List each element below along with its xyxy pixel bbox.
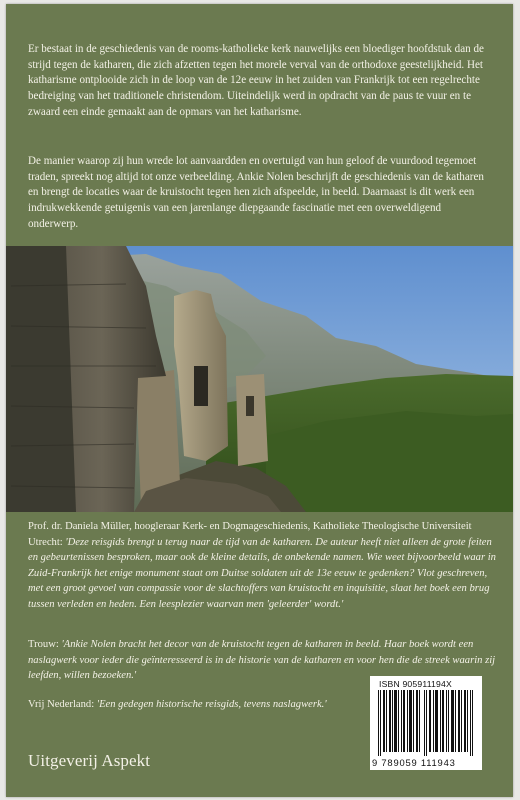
review-mueller <box>28 519 498 613</box>
publisher-name: Uitgeverij Aspekt <box>28 751 151 770</box>
blurb-text-2: De manier waarop zij hun wrede lot aanvaardden en overtuigd van hun geloof de vuurdood tegemoet traden, spreekt nog altijd tot onze verbeelding. Ankie Nolen beschrijft de geschiedenis van de katharen en brengt de locaties waar de kruistocht tegen hen zich afspeelde, in beeld. Daarnaast is dit werk een indrukwekkende getuigenis van een jarenlange diepgaande fascinatie met een overweldigend onderwerp. <box>28 155 484 230</box>
review-source-3: Vrij Nederland <box>28 699 92 710</box>
barcode-icon <box>378 690 474 756</box>
castle-ruin-photo <box>6 246 513 512</box>
blurb-paragraph-1 <box>28 42 494 121</box>
review-quote-3: 'Een gedegen historische reisgids, tevens naslagwerk.' <box>96 699 327 710</box>
review-quote-1: 'Deze reisgids brengt u terug naar de tijd van de katharen. De auteur heeft niet alleen de grote feiten en gebeurtenissen besproken, maar ook de kleine details, de onbekende namen. Wie weet bijvoorbeeld waar in Zuid-Frankrijk het enige monument staat om Duitse soldaten uit de 13e eeuw te gedenken? Vlot geschreven, met een groot gevoel van compassie voor de slachtoffers van kruistocht en inquisitie, slaat het boek een brug tussen verleden en heden. Een leesplezier waarvan men 'geleerder' wordt.' <box>28 536 496 610</box>
review-vrij-nederland <box>28 697 358 713</box>
review-paragraph-1: Prof. dr. Daniela Müller, hoogleraar Kerk- en Dogmageschiedenis, Katholieke Theologische Universiteit Utrecht: 'Deze reisgids brengt u terug naar de tijd van de katharen. De auteur heeft niet alleen de grote feiten en gebeurtenissen besproken, maar ook de kleine details, de onbekende namen. Wie weet bijvoorbeeld waar in Zuid-Frankrijk het enige monument staat om Duitse soldaten uit de 13e eeuw te gedenken? Vlot geschreven, met een groot gevoel van compassie voor de slachtoffers van kruistocht en inquisitie, slaat het boek een brug tussen verleden en heden. Een leesplezier waarvan men 'geleerder' wordt.' <box>28 521 496 610</box>
review-quote-2: 'Ankie Nolen bracht het decor van de kruistocht tegen de katharen in beeld. Haar boek wordt een naslagwerk voor ieder die geïnteresseerd is in de historie van de katharen en voor hen die de streek waarin zij leefden, willen bezoeken.' <box>28 639 496 682</box>
review-paragraph-3: Vrij Nederland: 'Een gedegen historische reisgids, tevens naslagwerk.' <box>28 699 327 710</box>
review-paragraph-2: Trouw: 'Ankie Nolen bracht het decor van de kruistocht tegen de katharen in beeld. Haar boek wordt een naslagwerk voor ieder die geïnteresseerd is in de historie van de katharen en voor hen die de streek waarin zij leefden, willen bezoeken.' <box>28 639 496 682</box>
ean-digits: 9 789059 111943 <box>372 757 456 768</box>
blurb-text-1: Er bestaat in de geschiedenis van de rooms-katholieke kerk nauwelijks een bloediger hoofdstuk dan de strijd tegen de katharen, die zich afzetten tegen het morele verval van de orthodoxe geestelijkheid. Het katharisme ontplooide zich in de loop van de 12e eeuw in het zuiden van Frankrijk tot een regelrechte bedreiging van het traditionele christendom. Uiteindelijk werd in opdracht van de paus te vuur en te zwaard een einde gemaakt aan de opmars van het katharisme. <box>28 43 484 118</box>
blurb-paragraph-2 <box>28 154 494 233</box>
review-source-2: Trouw <box>28 639 56 650</box>
review-source-1: Prof. dr. Daniela Müller, hoogleraar Kerk- en Dogmageschiedenis, Katholieke Theologische Universiteit Utrecht <box>28 521 472 548</box>
book-back-cover <box>6 4 513 797</box>
isbn-barcode-box <box>370 676 482 770</box>
castle-ruin-illustration <box>6 246 513 512</box>
isbn-label: ISBN 905911194X <box>379 679 452 689</box>
